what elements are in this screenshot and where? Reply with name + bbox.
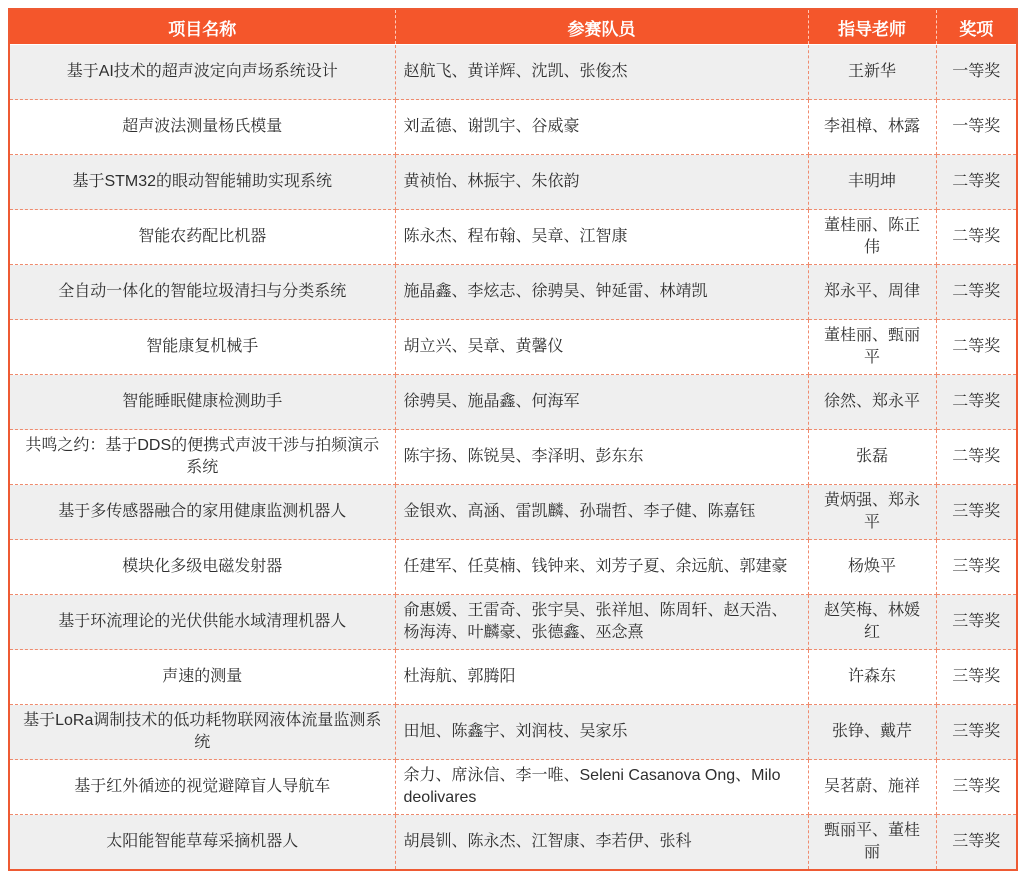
header-advisors: 指导老师 [808, 9, 936, 45]
award-cell: 三等奖 [936, 760, 1017, 815]
table-row [9, 485, 1017, 540]
advisors-cell: 董桂丽、甄丽平 [808, 320, 936, 375]
members-cell: 金银欢、高涵、雷凯麟、孙瑞哲、李子健、陈嘉钰 [395, 485, 808, 540]
award-cell: 二等奖 [936, 320, 1017, 375]
project-cell: 声速的测量 [9, 650, 395, 705]
members-cell: 黄祯怡、林振宇、朱依韵 [395, 155, 808, 210]
project-cell: 共鸣之约：基于DDS的便携式声波干涉与拍频演示系统 [9, 430, 395, 485]
table-row [9, 265, 1017, 320]
table-header [9, 9, 1017, 45]
award-cell: 一等奖 [936, 100, 1017, 155]
project-cell: 基于环流理论的光伏供能水域清理机器人 [9, 595, 395, 650]
advisors-cell: 董桂丽、陈正伟 [808, 210, 936, 265]
members-cell: 陈永杰、程布翰、吴章、江智康 [395, 210, 808, 265]
table-body [9, 45, 1017, 871]
award-cell: 二等奖 [936, 210, 1017, 265]
award-cell: 三等奖 [936, 650, 1017, 705]
members-cell: 胡立兴、吴章、黄馨仪 [395, 320, 808, 375]
table-row [9, 155, 1017, 210]
award-cell: 二等奖 [936, 430, 1017, 485]
project-cell: 基于红外循迹的视觉避障盲人导航车 [9, 760, 395, 815]
members-cell: 徐骋昊、施晶鑫、何海军 [395, 375, 808, 430]
table-row [9, 540, 1017, 595]
members-cell: 赵航飞、黄详辉、沈凯、张俊杰 [395, 45, 808, 100]
advisors-cell: 吴茗蔚、施祥 [808, 760, 936, 815]
advisors-cell: 郑永平、周律 [808, 265, 936, 320]
members-cell: 余力、席泳信、李一唯、Seleni Casanova Ong、Milo deolivares [395, 760, 808, 815]
award-cell: 一等奖 [936, 45, 1017, 100]
table-row [9, 650, 1017, 705]
members-cell: 田旭、陈鑫宇、刘润枝、吴家乐 [395, 705, 808, 760]
table-row [9, 375, 1017, 430]
advisors-cell: 徐然、郑永平 [808, 375, 936, 430]
award-cell: 三等奖 [936, 815, 1017, 871]
members-cell: 胡晨钏、陈永杰、江智康、李若伊、张科 [395, 815, 808, 871]
table-row [9, 760, 1017, 815]
award-cell: 三等奖 [936, 485, 1017, 540]
advisors-cell: 黄炳强、郑永平 [808, 485, 936, 540]
members-cell: 刘孟德、谢凯宇、谷威豪 [395, 100, 808, 155]
advisors-cell: 许森东 [808, 650, 936, 705]
header-row [9, 9, 1017, 45]
table-row [9, 430, 1017, 485]
table-row [9, 100, 1017, 155]
project-cell: 基于STM32的眼动智能辅助实现系统 [9, 155, 395, 210]
advisors-cell: 甄丽平、董桂丽 [808, 815, 936, 871]
project-cell: 智能睡眠健康检测助手 [9, 375, 395, 430]
project-cell: 全自动一体化的智能垃圾清扫与分类系统 [9, 265, 395, 320]
table-row [9, 705, 1017, 760]
advisors-cell: 丰明坤 [808, 155, 936, 210]
table-row [9, 210, 1017, 265]
award-table [8, 8, 1018, 871]
project-cell: 基于AI技术的超声波定向声场系统设计 [9, 45, 395, 100]
header-project-name: 项目名称 [9, 9, 395, 45]
project-cell: 智能康复机械手 [9, 320, 395, 375]
award-cell: 二等奖 [936, 375, 1017, 430]
advisors-cell: 杨焕平 [808, 540, 936, 595]
advisors-cell: 王新华 [808, 45, 936, 100]
members-cell: 杜海航、郭腾阳 [395, 650, 808, 705]
advisors-cell: 张铮、戴芹 [808, 705, 936, 760]
table-row [9, 320, 1017, 375]
award-cell: 二等奖 [936, 155, 1017, 210]
project-cell: 超声波法测量杨氏模量 [9, 100, 395, 155]
header-award: 奖项 [936, 9, 1017, 45]
table-row [9, 45, 1017, 100]
project-cell: 模块化多级电磁发射器 [9, 540, 395, 595]
project-cell: 太阳能智能草莓采摘机器人 [9, 815, 395, 871]
advisors-cell: 赵笑梅、林媛红 [808, 595, 936, 650]
table-row [9, 815, 1017, 871]
project-cell: 基于LoRa调制技术的低功耗物联网液体流量监测系统 [9, 705, 395, 760]
advisors-cell: 张磊 [808, 430, 936, 485]
award-cell: 三等奖 [936, 705, 1017, 760]
award-cell: 三等奖 [936, 595, 1017, 650]
project-cell: 智能农药配比机器 [9, 210, 395, 265]
award-cell: 二等奖 [936, 265, 1017, 320]
project-cell: 基于多传感器融合的家用健康监测机器人 [9, 485, 395, 540]
members-cell: 施晶鑫、李炫志、徐骋昊、钟延雷、林靖凯 [395, 265, 808, 320]
award-cell: 三等奖 [936, 540, 1017, 595]
members-cell: 任建军、任莫楠、钱钟来、刘芳子夏、余远航、郭建豪 [395, 540, 808, 595]
header-team-members: 参赛队员 [395, 9, 808, 45]
advisors-cell: 李祖樟、林露 [808, 100, 936, 155]
members-cell: 陈宇扬、陈锐昊、李泽明、彭东东 [395, 430, 808, 485]
table-row [9, 595, 1017, 650]
members-cell: 俞惠媛、王雷奇、张宇昊、张祥旭、陈周轩、赵天浩、杨海涛、叶麟豪、张德鑫、巫念熹 [395, 595, 808, 650]
